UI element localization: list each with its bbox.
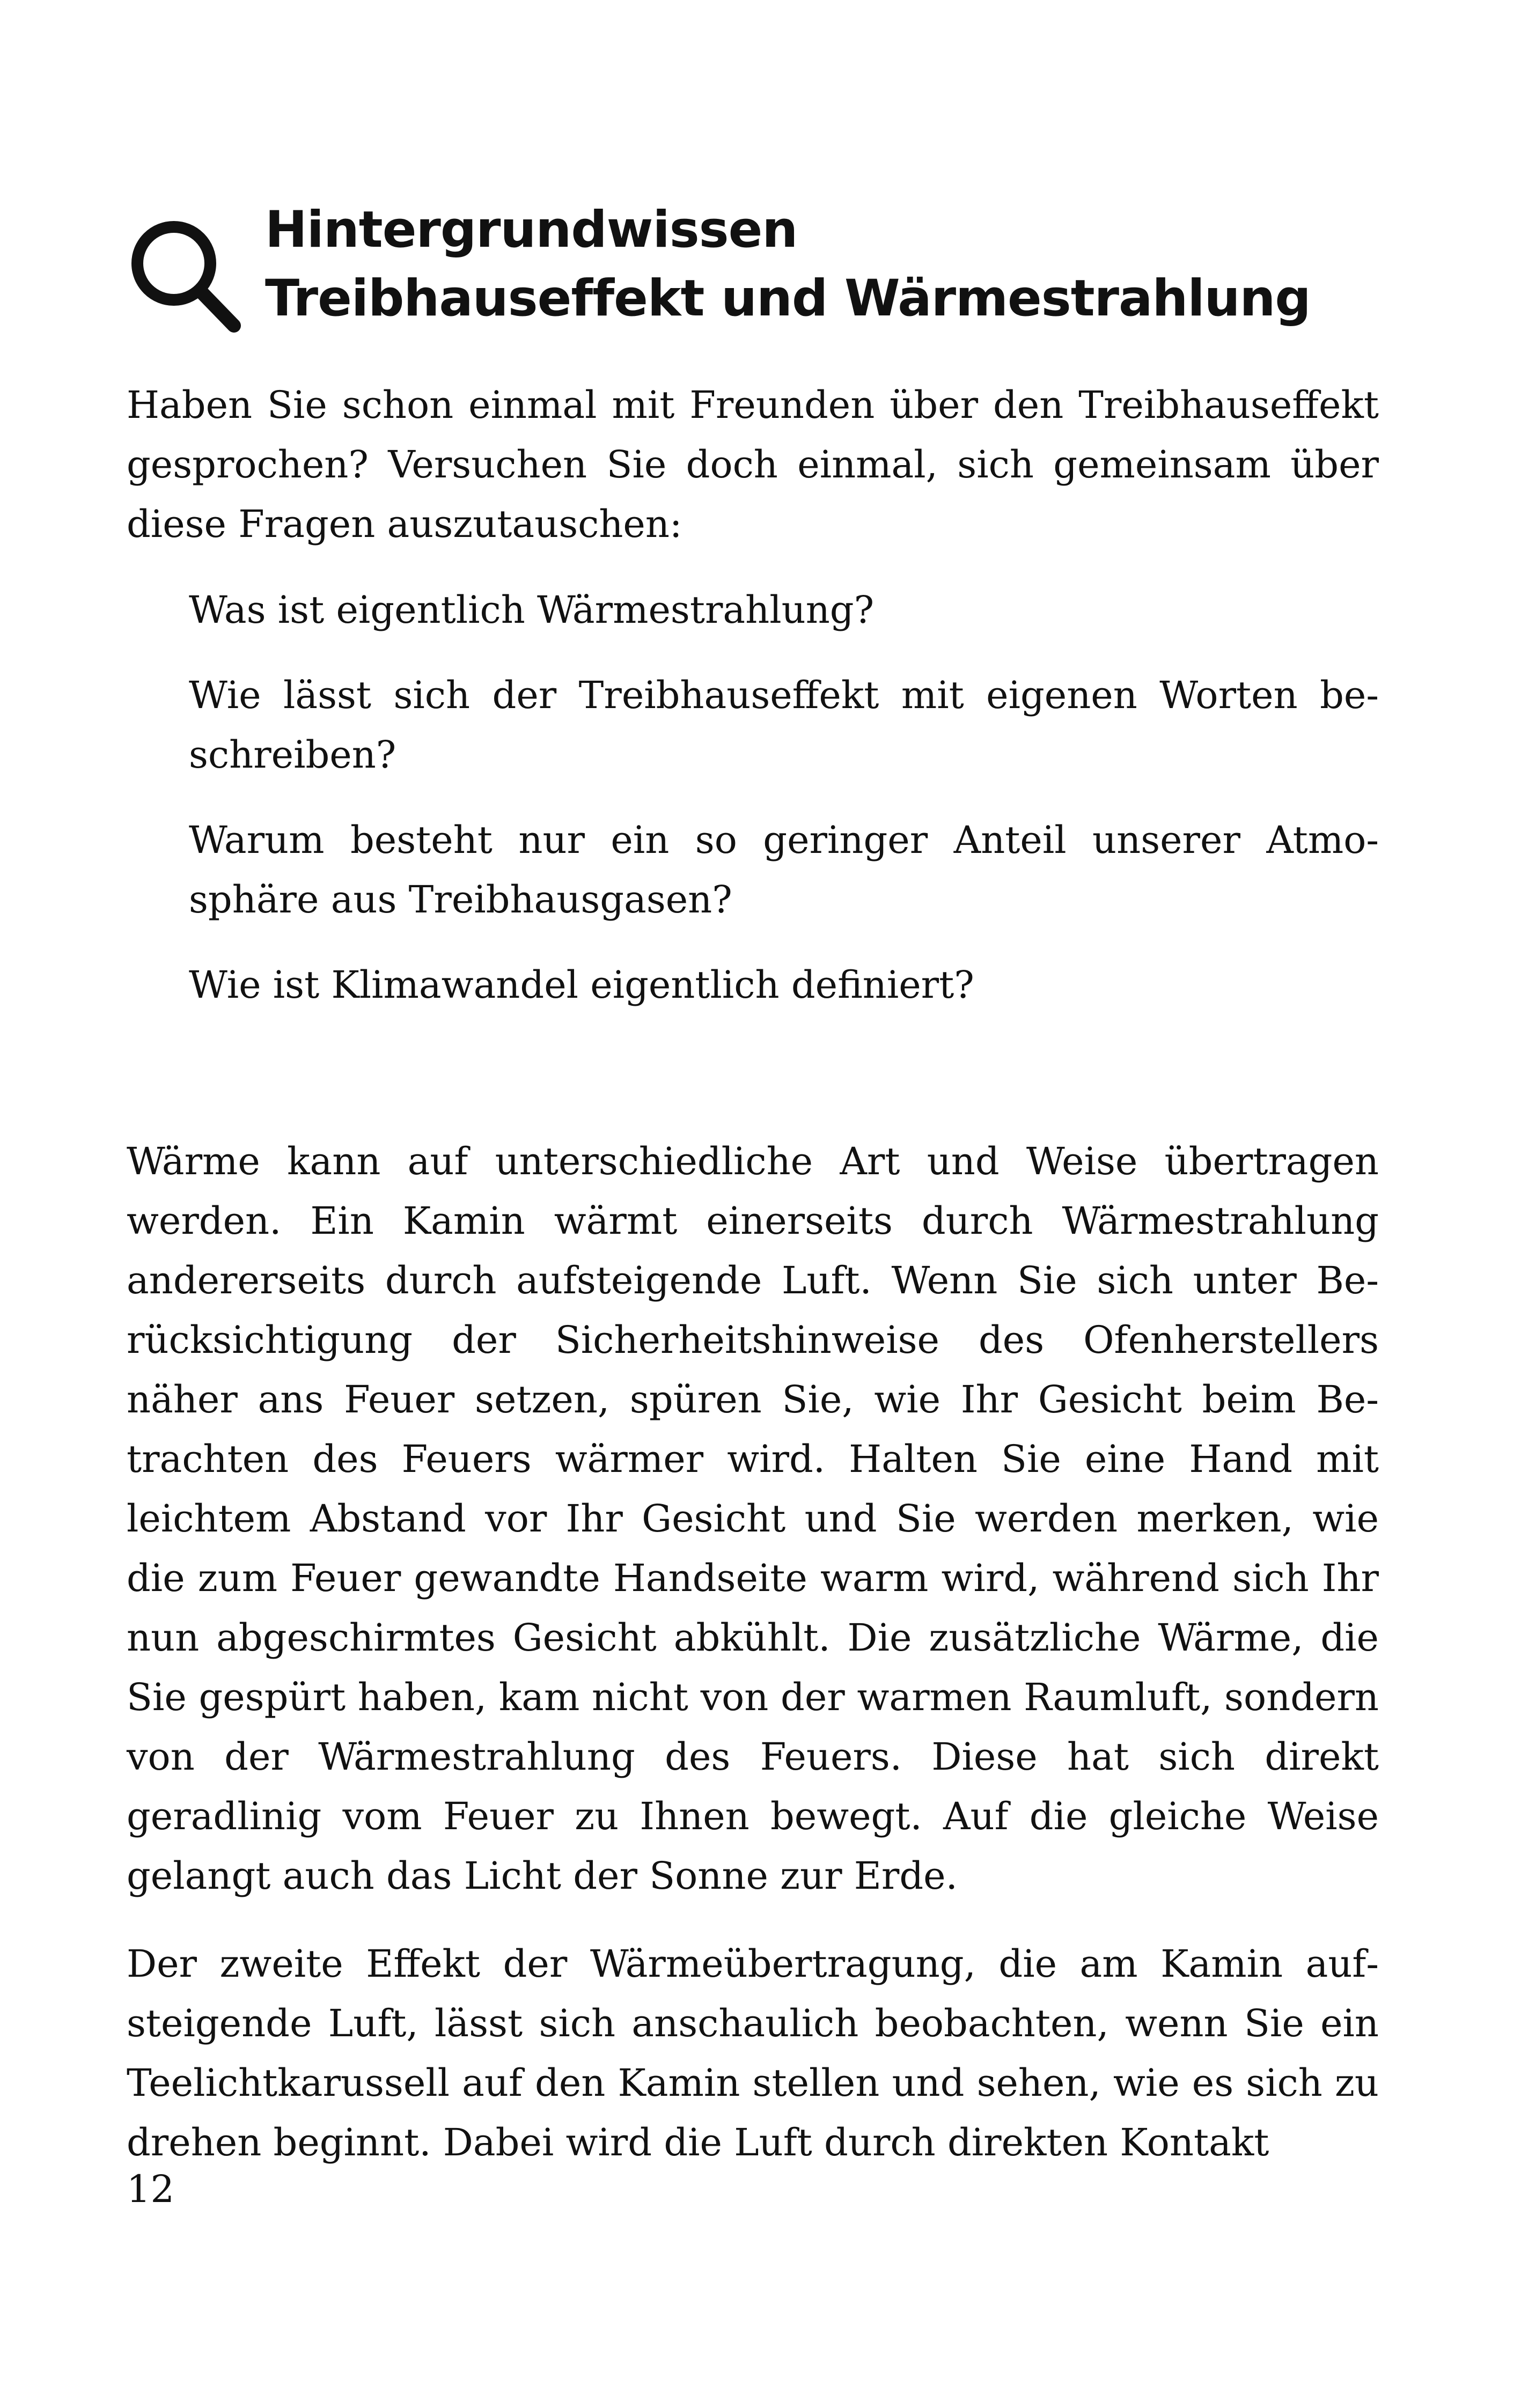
magnifier-icon	[127, 216, 242, 334]
question-item: Wie lässt sich der Treibhauseffekt mit eigenen Worten beschreiben?	[189, 673, 1379, 777]
heading-line-2: Treibhauseffekt und Wärmestrahlung	[265, 269, 1311, 328]
question-item: Was ist eigentlich Wärmestrahlung?	[189, 588, 875, 632]
heading-title	[265, 196, 1311, 333]
question-item: Wie ist Klimawandel eigentlich definiert?	[189, 963, 974, 1007]
page-number: 12	[127, 2167, 175, 2211]
paragraph-text: Wärme kann auf unterschiedliche Art und Weise übertragen werden. Ein Kamin wärmt einerseits durch Wärmestrahlung andererseits durch aufsteigende Luft. Wenn Sie sich unter Berücksichtigung der Sicherheitshinweise des Ofenherstellers näher ans Feuer setzen, spüren Sie, wie Ihr Gesicht beim Betrachten des Feuers wärmer wird. Halten Sie eine Hand mit leichtem Abstand vor Ihr Gesicht und Sie werden merken, wie die zum Feuer gewandte Handseite warm wird, während sich Ihr nun abgeschirmtes Gesicht abkühlt. Die zusätzliche Wärme, die Sie gespürt haben, kam nicht von der warmen Raumluft, sondern von der Wärmestrahlung des Feuers. Diese hat sich direkt geradlinig vom Feuer zu Ihnen bewegt. Auf die gleiche Weise gelangt auch das Licht der Sonne zur Erde.	[127, 1139, 1379, 1898]
intro-paragraph	[127, 375, 1379, 554]
body-paragraph-1	[127, 1132, 1379, 1906]
paragraph-text: Der zweite Effekt der Wärmeübertragung, die am Kamin aufsteigende Luft, lässt sich anschaulich beobachten, wenn Sie ein Teelichtkarussell auf den Kamin stellen und sehen, wie es sich zu drehen beginnt. Dabei wird die Luft durch direkten Kontakt	[127, 1942, 1379, 2164]
heading-line-1: Hintergrundwissen	[265, 201, 798, 259]
intro-text: Haben Sie schon einmal mit Freunden über den Treibhauseffekt gesprochen? Versuchen Sie doch einmal, sich gemeinsam über diese Fragen auszutauschen:	[127, 383, 1379, 546]
question-list	[189, 580, 1379, 1041]
section-heading	[127, 196, 1414, 335]
question-item: Warum besteht nur ein so geringer Anteil unserer Atmosphäre aus Treibhausgasen?	[189, 818, 1379, 922]
body-paragraph-2	[127, 1934, 1379, 2173]
